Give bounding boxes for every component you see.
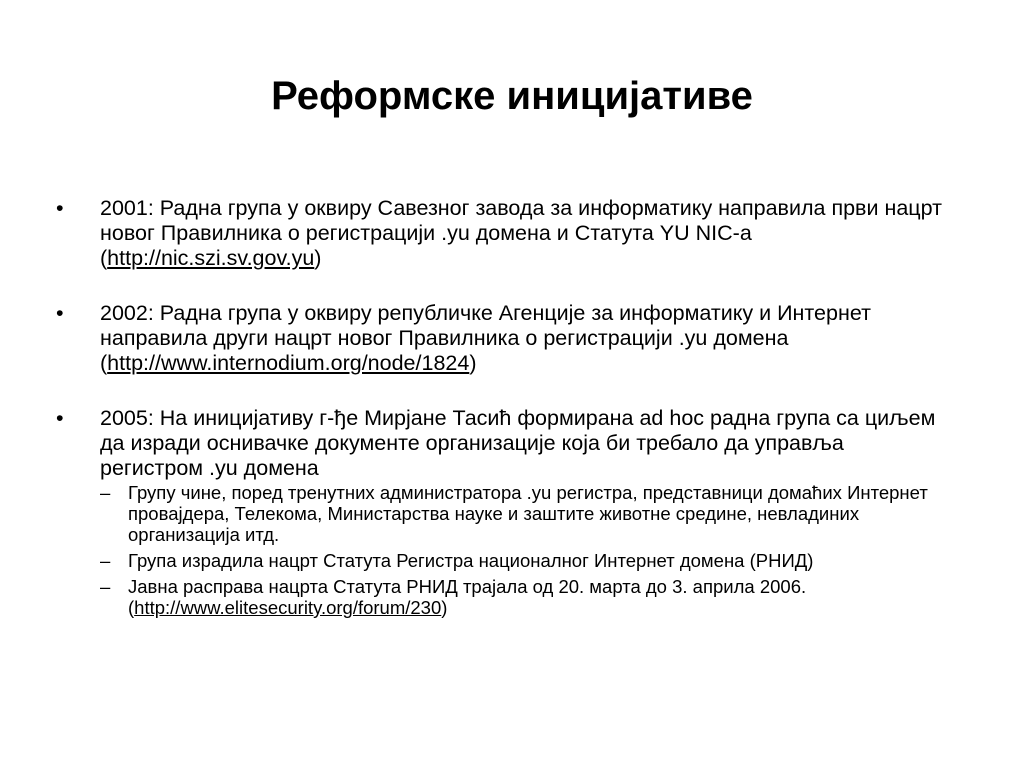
link-internodium[interactable]: http://www.internodium.org/node/1824 (107, 351, 470, 375)
sub-marker: – (100, 482, 111, 503)
link-nic-szi[interactable]: http://nic.szi.sv.gov.yu (107, 246, 315, 270)
sub-marker: – (100, 550, 111, 571)
bullet-text: 2002: Радна група у оквиру републичке Агенције за информатику и Интернет направила други нацрт новог Правилника о регистрацији .yu домена ( (100, 301, 871, 375)
sub-list (100, 482, 946, 618)
sub-item-public-debate (100, 576, 946, 618)
slide-title: Реформске иницијативе (271, 74, 753, 118)
sub-item-text: Групу чине, поред тренутних администратора .yu регистра, представници домаћих Интернет провајдера, Телекома, Министарства науке и заштите животне средине, невладиних организација итд. (128, 482, 928, 545)
bullet-marker: • (56, 196, 64, 220)
bullet-list (56, 196, 946, 648)
bullet-marker: • (56, 406, 64, 430)
sub-item-draft-statute (100, 550, 946, 571)
bullet-2001 (56, 196, 946, 271)
bullet-text: 2001: Радна група у оквиру Савезног завода за информатику направила први нацрт новог Правилника о регистрацији .yu домена и Статута YU NIC-а ( (100, 196, 942, 270)
sub-item-text: Јавна расправа нацрта Статута РНИД трајала од 20. марта до 3. априла 2006. ( (128, 576, 807, 618)
sub-marker: – (100, 576, 111, 597)
sub-item-members (100, 482, 946, 545)
bullet-marker: • (56, 301, 64, 325)
bullet-2002 (56, 301, 946, 376)
bullet-text-close: ) (314, 246, 322, 270)
bullet-2005 (56, 406, 946, 618)
bullet-text: 2005: На иницијативу г-ђе Мирјане Тасић формирана ad hoc радна група са циљем да изради оснивачке документе организације која би требало да управља регистром .yu домена (100, 406, 936, 480)
sub-item-text-close: ) (441, 597, 448, 618)
link-elitesecurity[interactable]: http://www.elitesecurity.org/forum/230 (134, 597, 442, 618)
sub-item-text: Група израдила нацрт Статута Регистра националног Интернет домена (РНИД) (128, 550, 814, 571)
bullet-text-close: ) (469, 351, 477, 375)
